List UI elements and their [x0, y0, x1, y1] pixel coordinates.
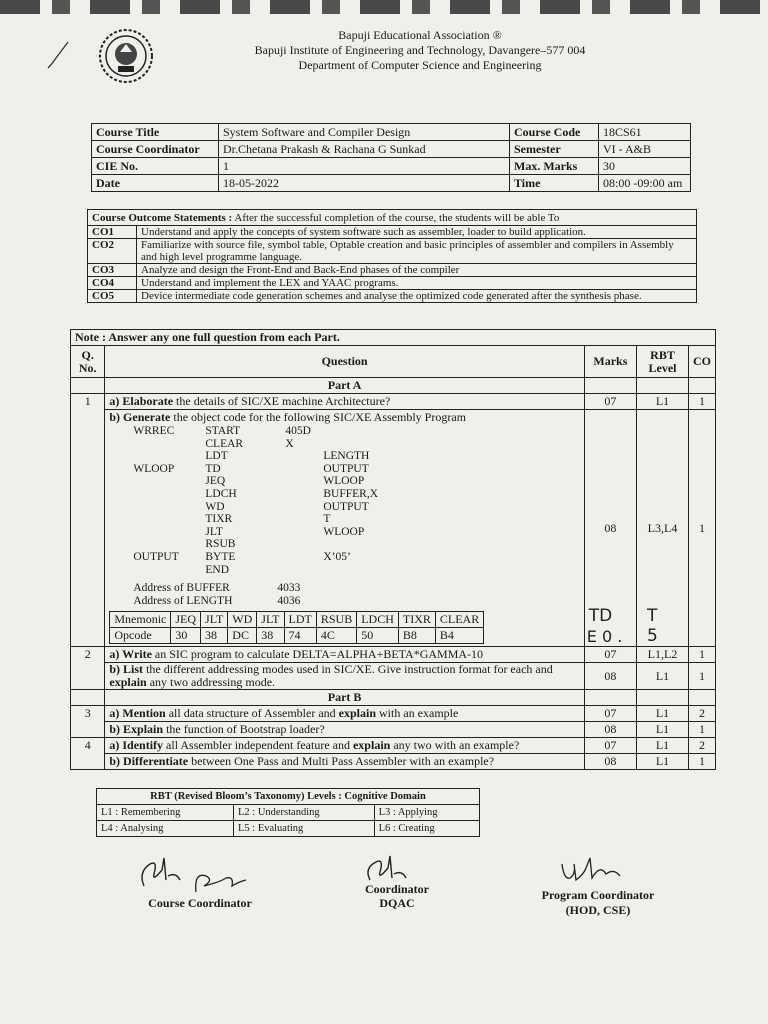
program-operand: 405D [285, 425, 311, 437]
coordinator-label: Course Coordinator [92, 141, 219, 158]
rbt-level: L3 : Applying [374, 805, 479, 821]
program-opcode: CLEAR [205, 437, 244, 450]
question-text: b) Generate the object code for the following SIC/XE Assembly Program WRREC START 405D CLEAR X LDT LENGTH WLOOP TD OUTPUT JEQ WLOOP LDCH BUFFER,X WD OUTPUT TIXR T JLT WLOOP RSUB OUTPUT BYTE X’05’ END Address of BUFFER 4033 Address of LENGTH 4036 Mnemonic JEQ JLT WD JLT LDT RSUB LDCH TIXR CLEAR Opcode 30 38 DC 38 74 4C 50 B8 B4 [105, 410, 584, 647]
col-question-header: Question [105, 346, 584, 378]
address-length: Address of LENGTH 4036 [133, 594, 301, 607]
question-row [71, 706, 716, 722]
question-co: 1 [689, 754, 716, 770]
program-operand: X [285, 437, 294, 450]
opcode-label: Opcode [110, 628, 171, 644]
question-rbt: L3,L4 T 5 [637, 410, 689, 647]
outcome-row [88, 226, 697, 239]
time-value: 08:00 -09:00 am [599, 175, 691, 192]
outcome-id: CO5 [88, 290, 137, 303]
course-outcomes-table [87, 209, 697, 303]
program-line [133, 475, 579, 488]
program-line [133, 488, 579, 501]
date-value: 18-05-2022 [219, 175, 510, 192]
coordinator-value: Dr.Chetana Prakash & Rachana G Sunkad [219, 141, 510, 158]
semester-value: VI - A&B [599, 141, 691, 158]
opcode-cell: 4C [316, 628, 356, 644]
rbt-levels-table [96, 788, 480, 837]
opcode-table [109, 611, 484, 644]
rbt-level: L2 : Understanding [233, 805, 374, 821]
question-row [71, 663, 716, 690]
outcome-row [88, 264, 697, 277]
question-marks: 07 [584, 706, 636, 722]
program-line [133, 425, 579, 438]
program-line [133, 513, 579, 526]
question-rbt: L1 [637, 706, 689, 722]
outcome-id: CO2 [88, 239, 137, 264]
program-line [133, 501, 579, 514]
program-label: WLOOP [133, 462, 175, 475]
course-title-value: System Software and Compiler Design [219, 124, 510, 141]
question-co: 1 [689, 394, 716, 410]
outcomes-heading: Course Outcome Statements : After the successful completion of the course, the students will be able To [88, 210, 697, 226]
question-text: a) Mention all data structure of Assembler and explain with an example [105, 706, 584, 722]
handwritten-5: 5 [647, 626, 658, 647]
mnemonic-cell: CLEAR [435, 612, 483, 628]
address-buffer: Address of BUFFER 4033 [133, 582, 301, 595]
question-text: b) Explain the function of Bootstrap loader? [105, 722, 584, 738]
col-marks-header: Marks [584, 346, 636, 378]
question-text: b) Differentiate between One Pass and Multi Pass Assembler with an example? [105, 754, 584, 770]
question-marks: 08 [584, 754, 636, 770]
cie-label: CIE No. [92, 158, 219, 175]
opcode-cell: 50 [357, 628, 399, 644]
question-co: 2 [689, 706, 716, 722]
question-number: 3 [71, 706, 105, 738]
program-label: OUTPUT [133, 550, 179, 563]
question-marks: 08 [584, 663, 636, 690]
outcome-row [88, 290, 697, 303]
question-marks: 08 TD E 0 . [584, 410, 636, 647]
mnemonic-cell: TIXR [398, 612, 435, 628]
max-marks-label: Max. Marks [510, 158, 599, 175]
question-rbt: L1 [637, 754, 689, 770]
pen-tick-mark [44, 38, 74, 72]
mnemonic-cell: JEQ [171, 612, 201, 628]
course-info-table [91, 123, 691, 192]
opcode-cell: B4 [435, 628, 483, 644]
question-row [71, 410, 716, 647]
program-operand: WLOOP [323, 475, 365, 488]
outcome-row [88, 239, 697, 264]
col-rbt-header: RBT Level [637, 346, 689, 378]
department-name: Department of Computer Science and Engineering [298, 58, 542, 72]
program-opcode: LDT [205, 450, 228, 463]
outcome-text: Familiarize with source file, symbol table, Optable creation and basic principles of assembler and compilers in Assembly and high level programme language. [137, 239, 697, 264]
mnemonic-cell: LDT [284, 612, 316, 628]
program-line [133, 526, 579, 539]
program-line [133, 564, 579, 577]
course-title-label: Course Title [92, 124, 219, 141]
course-code-value: 18CS61 [599, 124, 691, 141]
opcode-cell: 30 [171, 628, 201, 644]
question-row [71, 647, 716, 663]
question-row [71, 754, 716, 770]
program-line [133, 463, 579, 476]
handwritten-e0: E 0 . [586, 627, 623, 647]
program-opcode: WD [205, 500, 225, 513]
part-a-heading: Part A [105, 378, 584, 394]
bea-logo-seal [98, 28, 154, 84]
program-coordinator-label: Program Coordinator (HOD, CSE) [541, 888, 655, 917]
mnemonic-cell: RSUB [316, 612, 356, 628]
program-opcode: START [205, 425, 241, 437]
program-coordinator-signature [556, 854, 636, 888]
max-marks-value: 30 [599, 158, 691, 175]
program-operand: BUFFER,X [323, 487, 379, 500]
question-text: a) Elaborate the details of SIC/XE machine Architecture? [105, 394, 584, 410]
opcode-cell: 38 [201, 628, 228, 644]
program-opcode: RSUB [205, 538, 236, 551]
question-co: 1 [689, 722, 716, 738]
question-marks: 07 [584, 394, 636, 410]
course-code-label: Course Code [510, 124, 599, 141]
mnemonic-cell: LDCH [357, 612, 399, 628]
program-opcode: BYTE [205, 550, 236, 563]
question-number: 2 [71, 647, 105, 690]
mnemonic-cell: WD [228, 612, 257, 628]
association-name: Bapuji Educational Association ® [338, 28, 502, 42]
question-marks: 07 [584, 738, 636, 754]
question-row [71, 738, 716, 754]
program-opcode: TD [205, 462, 221, 475]
rbt-level: L4 : Analysing [97, 821, 234, 837]
opcode-cell: B8 [398, 628, 435, 644]
dqac-label: Coordinator DQAC [365, 882, 429, 910]
question-number: 4 [71, 738, 105, 770]
mnemonic-cell: JLT [257, 612, 284, 628]
semester-label: Semester [510, 141, 599, 158]
program-operand: LENGTH [323, 450, 370, 463]
dqac-signature [362, 852, 422, 886]
question-text: a) Write an SIC program to calculate DELTA=ALPHA+BETA*GAMMA-10 [105, 647, 584, 663]
question-marks: 08 [584, 722, 636, 738]
program-line [133, 551, 579, 564]
note: Note : Answer any one full question from each Part. [71, 330, 716, 346]
outcome-id: CO3 [88, 264, 137, 277]
course-coordinator-label: Course Coordinator [148, 896, 252, 910]
program-opcode: LDCH [205, 487, 237, 500]
outcome-text: Understand and implement the LEX and YAAC programs. [137, 277, 697, 290]
rbt-level: L5 : Evaluating [233, 821, 374, 837]
question-rbt: L1 [637, 738, 689, 754]
question-co: 1 [689, 663, 716, 690]
rbt-title: RBT (Revised Bloom’s Taxonomy) Levels : Cognitive Domain [97, 789, 480, 805]
question-co: 1 [689, 647, 716, 663]
question-row [71, 722, 716, 738]
question-rbt: L1 [637, 663, 689, 690]
question-text: b) List the different addressing modes used in SIC/XE. Give instruction format for each and explain any two addressing mode. [105, 663, 584, 690]
program-label: WRREC [133, 425, 175, 437]
program-operand: OUTPUT [323, 500, 369, 513]
opcode-cell: 74 [284, 628, 316, 644]
question-rbt: L1 [637, 722, 689, 738]
part-b-heading: Part B [105, 690, 584, 706]
program-opcode: END [205, 563, 230, 576]
program-operand: X’05’ [323, 550, 351, 563]
rbt-level: L6 : Creating [374, 821, 479, 837]
mnemonic-label: Mnemonic [110, 612, 171, 628]
outcome-text: Analyze and design the Front-End and Back-End phases of the compiler [137, 264, 697, 277]
course-coordinator-signature [134, 852, 254, 902]
outcome-id: CO1 [88, 226, 137, 239]
date-label: Date [92, 175, 219, 192]
outcome-text: Understand and apply the concepts of system software such as assembler, loader to build application. [137, 226, 697, 239]
institution-header [160, 28, 680, 73]
program-opcode: TIXR [205, 513, 233, 526]
question-number: 1 [71, 394, 105, 647]
handwritten-td: TD [588, 606, 613, 627]
question-row [71, 394, 716, 410]
col-co-header: CO [689, 346, 716, 378]
mnemonic-cell: JLT [201, 612, 228, 628]
rbt-level: L1 : Remembering [97, 805, 234, 821]
time-label: Time [510, 175, 599, 192]
question-marks: 07 [584, 647, 636, 663]
program-line [133, 538, 579, 551]
handwritten-t: T [647, 606, 658, 627]
opcode-cell: 38 [257, 628, 284, 644]
outcome-id: CO4 [88, 277, 137, 290]
program-operand: T [323, 513, 331, 526]
opcode-cell: DC [228, 628, 257, 644]
program-line [133, 450, 579, 463]
question-co: 1 [689, 410, 716, 647]
assembly-program [109, 425, 579, 576]
question-text: a) Identify all Assembler independent feature and explain any two with an example? [105, 738, 584, 754]
cie-value: 1 [219, 158, 510, 175]
outcome-row [88, 277, 697, 290]
program-operand: WLOOP [323, 525, 365, 538]
institute-name: Bapuji Institute of Engineering and Technology, Davangere–577 004 [254, 43, 586, 57]
questions-table [70, 329, 716, 770]
question-co: 2 [689, 738, 716, 754]
program-opcode: JLT [205, 525, 223, 538]
program-opcode: JEQ [205, 475, 226, 488]
question-rbt: L1 [637, 394, 689, 410]
scan-top-band [0, 0, 768, 14]
question-rbt: L1,L2 [637, 647, 689, 663]
col-qno-header: Q. No. [71, 346, 105, 378]
outcome-text: Device intermediate code generation schemes and analyse the optimized code generated after the synthesis phase. [137, 290, 697, 303]
program-line [133, 438, 579, 451]
program-operand: OUTPUT [323, 462, 369, 475]
